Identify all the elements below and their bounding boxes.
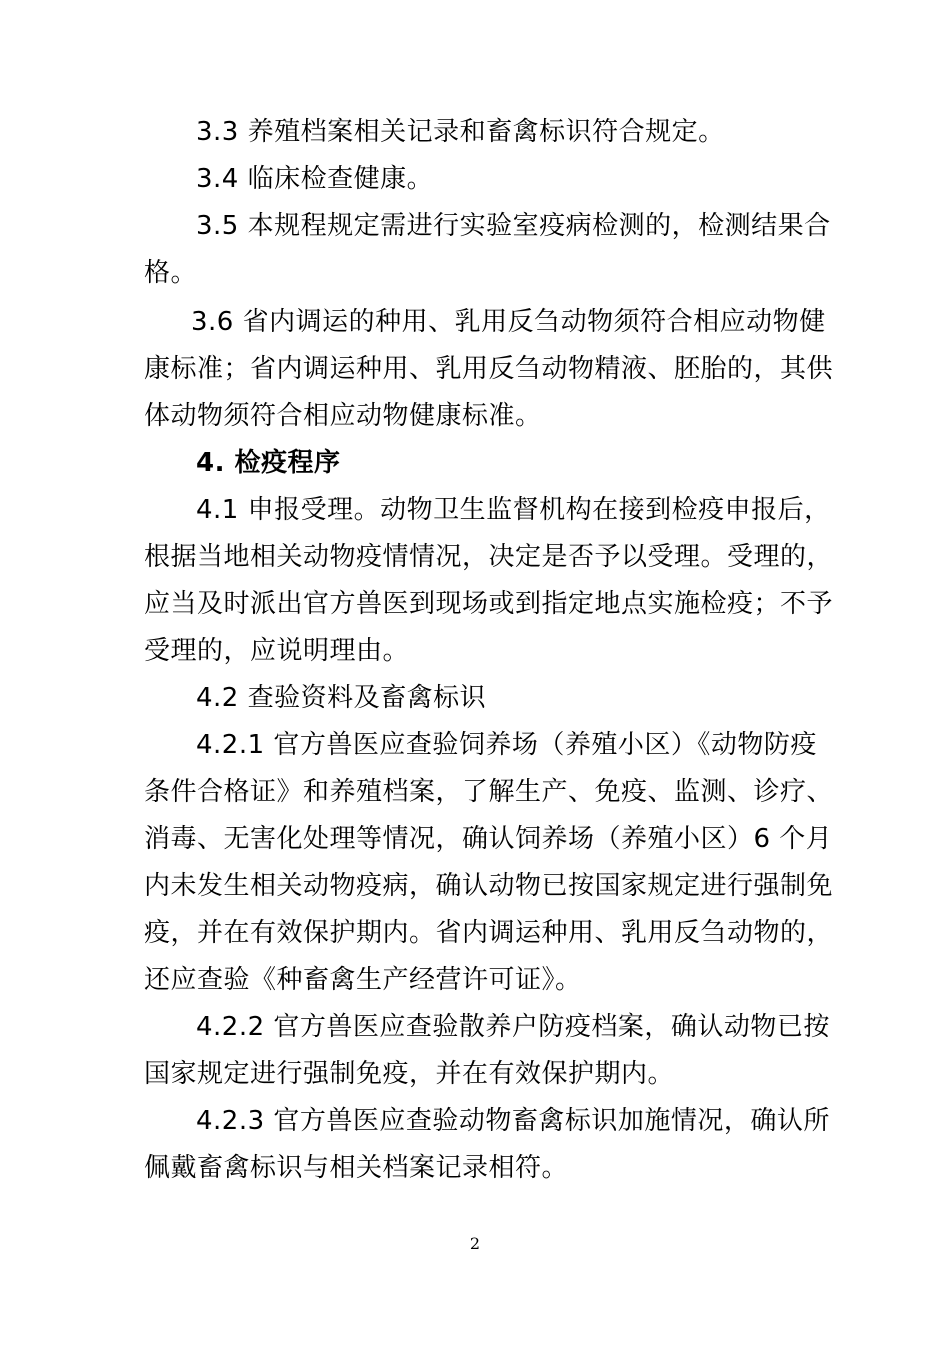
clause-4-2-1-cont-3: 内未发生相关动物疫病，确认动物已按国家规定进行强制免 xyxy=(144,871,834,901)
clause-3-5: 3.5 本规程规定需进行实验室疫病检测的，检测结果合 xyxy=(196,211,831,241)
clause-4-1-cont-3: 受理的，应说明理由。 xyxy=(144,636,410,666)
clause-4-2-1-cont-4: 疫，并在有效保护期内。省内调运种用、乳用反刍动物的， xyxy=(144,918,834,948)
clause-3-4: 3.4 临床检查健康。 xyxy=(196,164,434,194)
clause-3-3: 3.3 养殖档案相关记录和畜禽标识符合规定。 xyxy=(196,117,725,147)
clause-4-2-3-cont: 佩戴畜禽标识与相关档案记录相符。 xyxy=(144,1153,569,1183)
clause-4-2-2-cont: 国家规定进行强制免疫，并在有效保护期内。 xyxy=(144,1059,675,1089)
clause-4-2-1-cont-2: 消毒、无害化处理等情况，确认饲养场（养殖小区）6 个月 xyxy=(144,824,833,854)
clause-4-2-1-cont-1: 条件合格证》和养殖档案，了解生产、免疫、监测、诊疗、 xyxy=(144,777,834,807)
clause-4-2: 4.2 查验资料及畜禽标识 xyxy=(196,683,487,713)
clause-4-2-1-cont-5: 还应查验《种畜禽生产经营许可证》。 xyxy=(144,965,582,995)
clause-4-1: 4.1 申报受理。动物卫生监督机构在接到检疫申报后， xyxy=(196,495,831,525)
clause-3-6-cont-1: 康标准；省内调运种用、乳用反刍动物精液、胚胎的，其供 xyxy=(144,354,834,384)
clause-3-6: 3.6 省内调运的种用、乳用反刍动物须符合相应动物健 xyxy=(191,307,826,337)
clause-4-2-1: 4.2.1 官方兽医应查验饲养场（养殖小区）《动物防疫 xyxy=(196,730,817,760)
section-heading-4: 4. 检疫程序 xyxy=(196,448,341,478)
clause-4-1-cont-2: 应当及时派出官方兽医到现场或到指定地点实施检疫；不予 xyxy=(144,589,834,619)
clause-4-2-3: 4.2.3 官方兽医应查验动物畜禽标识加施情况，确认所 xyxy=(196,1106,830,1136)
clause-3-5-cont: 格。 xyxy=(144,258,198,288)
clause-3-6-cont-2: 体动物须符合相应动物健康标准。 xyxy=(144,401,542,431)
clause-4-1-cont-1: 根据当地相关动物疫情情况，决定是否予以受理。受理的， xyxy=(144,542,834,572)
page-number: 2 xyxy=(469,1234,481,1253)
clause-4-2-2: 4.2.2 官方兽医应查验散养户防疫档案，确认动物已按 xyxy=(196,1012,830,1042)
